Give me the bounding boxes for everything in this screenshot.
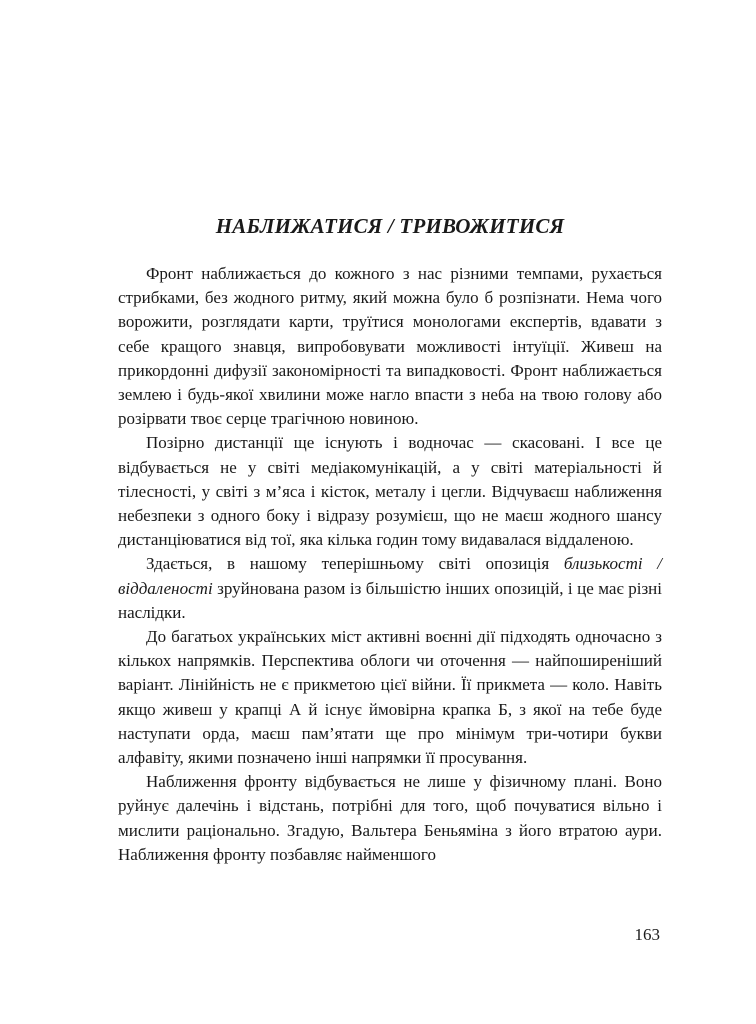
chapter-title: НАБЛИЖАТИСЯ / ТРИВОЖИТИСЯ [215,214,565,238]
paragraph-4: До багатьох українських міст активні воєнні дії підходять одночасно з кількох напрямків. Перспектива облоги чи оточення — найпоширеніший варіант. Лінійність не є прикметою цієї війни. Її прикмета — коло. Навіть якщо живеш у крапці А й існує ймовірна крапка Б, з якої на тебе буде наступати орда, маєш пам’ятати ще про мінімум три-чотири букви алфавіту, якими позначено інші напрямки її просування. [118,627,662,768]
paragraph-5: Наближення фронту відбувається не лише у фізичному плані. Воно руйнує далечінь і відстань, потрібні для того, щоб почуватися вільно і мислити раціонально. Згадую, Вальтера Беньяміна з його втратою аури. Наближення фронту позбавляє найменшого [118,772,662,864]
paragraph-3-before: Здається, в нашому теперішньому світі опозиція [146,554,564,574]
paragraph-3 [118,552,662,625]
page-number: 163 [634,925,660,944]
paragraph-3-emphasis: близькості / віддаленості [118,554,662,598]
paragraph-1: Фронт наближається до кожного з нас різними темпами, рухається стрибками, без жодного ритму, який можна було б розпізнати. Нема чого ворожити, розглядати карти, труїтися монологами експертів, вдавати з себе кращого знавця, випробовувати можливості інтуїції. Живеш на прикордонні дифузії закономірності та випадковості. Фронт наближається землею і будь-якої хвилини може нагло впасти з неба на твою голову або розірвати твоє серце трагічною новиною. [118,264,662,429]
body-text [118,262,662,867]
paragraph-2: Позірно дистанції ще існують і водночас — скасовані. І все це відбувається не у світі медіакомунікацій, а у світі матеріальності й тілесності, у світі з м’яса і кісток, металу і цегли. Відчуваєш наближення небезпеки з одного боку і відразу розумієш, що не маєш жодного шансу дистанціюватися від тої, яка кілька годин тому видавалася віддаленою. [118,433,662,550]
paragraph-3-after: зруйнована разом із більшістю інших опозицій, і це має різні наслідки. [118,578,662,622]
